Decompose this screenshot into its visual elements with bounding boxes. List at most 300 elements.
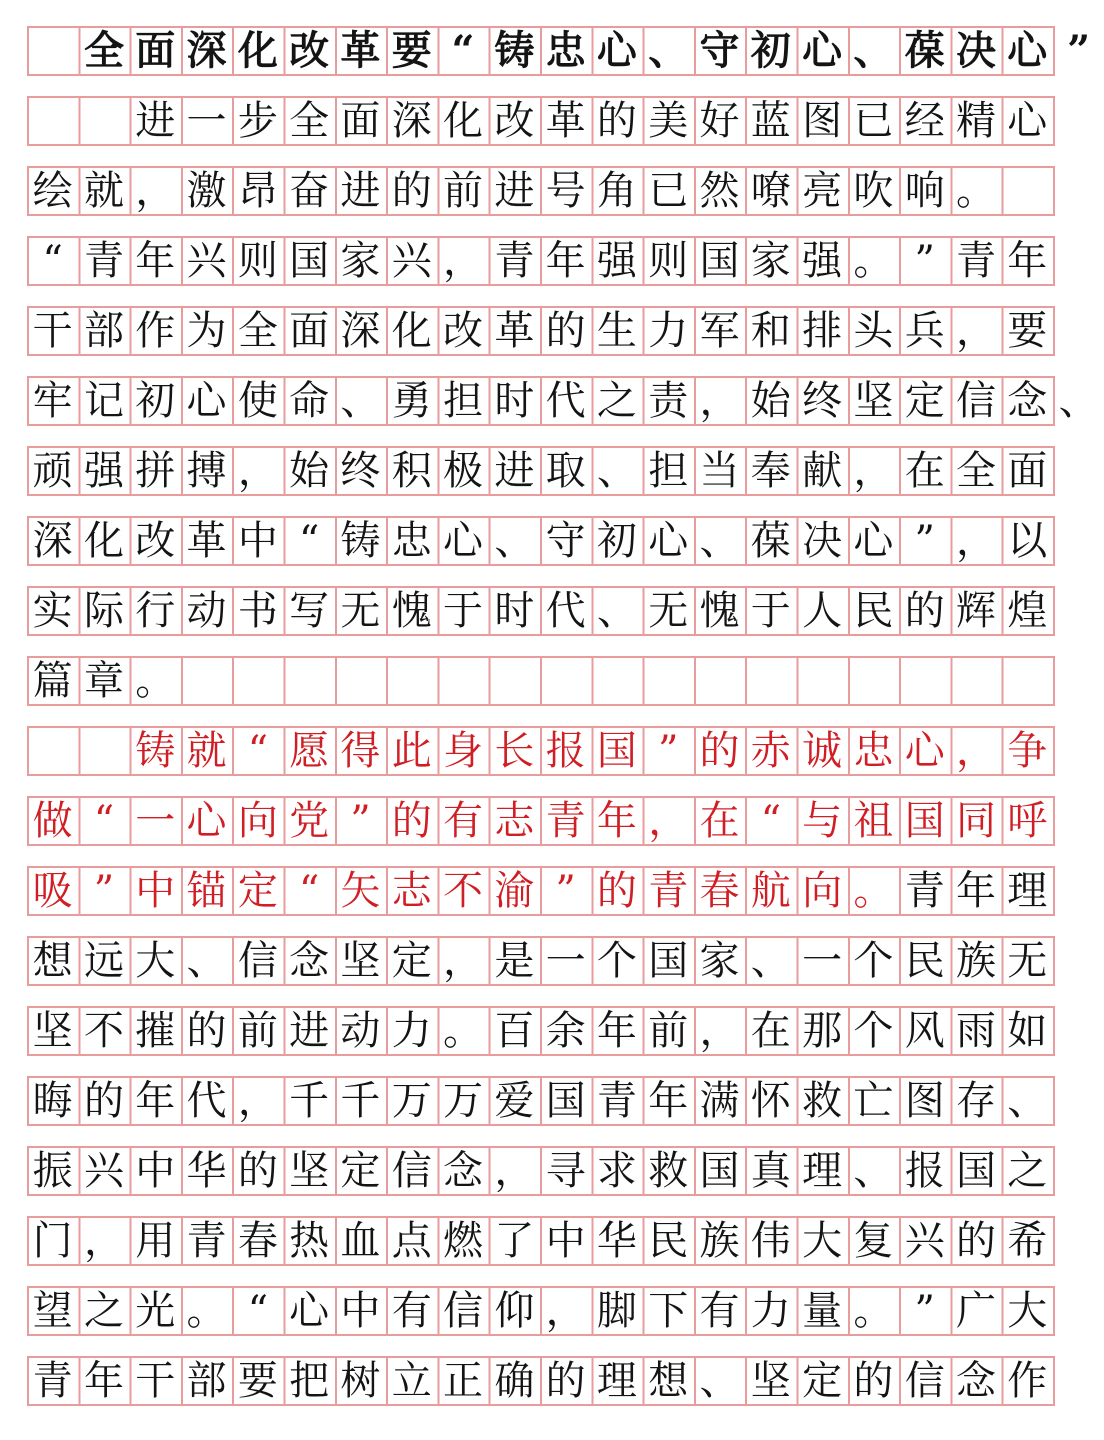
char-cell: 有	[443, 798, 484, 844]
char-cell: 力	[391, 1008, 432, 1054]
char-cell: 号	[545, 168, 586, 214]
char-cell: 坚	[289, 1148, 330, 1194]
char-cell: 全	[289, 98, 330, 144]
char-cell: 理	[802, 1148, 843, 1194]
char-cell: 血	[340, 1218, 381, 1264]
char-cell: 、	[699, 1358, 740, 1404]
char-cell: 当	[699, 448, 740, 494]
char-cell: 把	[289, 1358, 330, 1404]
empty-cell	[27, 728, 78, 774]
char-cell: 动	[186, 588, 227, 634]
empty-cell	[27, 28, 78, 74]
char-cell: ，	[237, 448, 278, 494]
char-cell: 葆	[904, 27, 945, 74]
char-cell: 书	[237, 588, 278, 634]
char-cell: 使	[237, 378, 278, 424]
char-cell: 步	[237, 98, 278, 144]
text-line	[27, 1358, 1053, 1404]
char-cell: 族	[699, 1218, 740, 1264]
char-cell: 愧	[391, 588, 432, 634]
char-cell: 愿	[289, 728, 330, 774]
text-line	[27, 1148, 1053, 1194]
char-cell: 坚	[853, 378, 894, 424]
char-cell: 革	[340, 27, 381, 74]
char-cell: 面	[340, 98, 381, 144]
char-cell: 锚	[186, 868, 227, 914]
char-cell: “	[42, 238, 63, 284]
char-cell: 之	[596, 378, 637, 424]
char-cell: 深	[340, 308, 381, 354]
char-cell: 强	[596, 238, 637, 284]
char-cell: 有	[391, 1288, 432, 1334]
char-cell: 量	[802, 1288, 843, 1334]
char-cell: 就	[186, 728, 227, 774]
char-cell: 余	[545, 1008, 586, 1054]
char-cell: 国	[545, 1078, 586, 1124]
char-cell: 大	[802, 1218, 843, 1264]
char-cell: 求	[596, 1148, 637, 1194]
char-cell: 决	[802, 518, 843, 564]
char-cell: 美	[648, 98, 689, 144]
grid-row	[27, 1356, 1053, 1406]
char-cell: 个	[596, 938, 637, 984]
char-cell: 亮	[802, 168, 843, 214]
char-cell: 强	[802, 238, 843, 284]
char-cell: 的	[391, 798, 432, 844]
char-cell: 有	[699, 1288, 740, 1334]
char-cell: 行	[135, 588, 176, 634]
char-cell: 心	[443, 518, 484, 564]
char-cell: 深	[32, 518, 73, 564]
char-cell: 青	[186, 1218, 227, 1264]
char-cell: 兵	[904, 308, 945, 354]
char-cell: 部	[186, 1358, 227, 1404]
char-cell: 得	[340, 728, 381, 774]
char-cell: 千	[340, 1078, 381, 1124]
char-cell: 广	[955, 1288, 996, 1334]
char-cell: 的	[853, 1358, 894, 1404]
char-cell: 愧	[699, 588, 740, 634]
char-cell: 。	[853, 868, 894, 914]
char-cell: ”	[350, 798, 371, 844]
char-cell: 以	[1007, 518, 1048, 564]
char-cell: 则	[648, 238, 689, 284]
char-cell: 部	[83, 308, 124, 354]
char-cell: 年	[648, 1078, 689, 1124]
char-cell: 之	[83, 1288, 124, 1334]
grid-row	[27, 726, 1053, 776]
char-cell: 报	[545, 728, 586, 774]
char-cell: 改	[289, 27, 330, 74]
char-cell: 那	[802, 1008, 843, 1054]
char-cell: 年	[135, 238, 176, 284]
char-cell: 拼	[135, 448, 176, 494]
char-cell: 奉	[750, 448, 791, 494]
char-cell: 定	[340, 1148, 381, 1194]
char-cell: 。	[853, 1288, 894, 1334]
text-line	[27, 798, 1053, 844]
char-cell: 华	[596, 1218, 637, 1264]
page-title	[27, 27, 1091, 74]
char-cell: 振	[32, 1148, 73, 1194]
char-cell: 在	[699, 798, 740, 844]
char-cell: 进	[494, 168, 535, 214]
char-cell: 的	[699, 728, 740, 774]
char-cell: 的	[904, 588, 945, 634]
grid-row	[27, 936, 1053, 986]
char-cell: 的	[391, 168, 432, 214]
char-cell: 要	[237, 1358, 278, 1404]
char-cell: 力	[750, 1288, 791, 1334]
char-cell: 生	[596, 308, 637, 354]
char-cell: 担	[443, 378, 484, 424]
char-cell: ，	[545, 1288, 586, 1334]
char-cell: 命	[289, 378, 330, 424]
char-cell: 心	[648, 518, 689, 564]
char-cell: 国	[955, 1148, 996, 1194]
char-cell: 家	[699, 938, 740, 984]
char-cell: 热	[289, 1218, 330, 1264]
char-cell: 的	[186, 1008, 227, 1054]
char-cell: 进	[289, 1008, 330, 1054]
char-cell: 定	[802, 1358, 843, 1404]
char-cell: 定	[391, 938, 432, 984]
char-cell: 积	[391, 448, 432, 494]
char-cell: 、	[340, 378, 381, 424]
char-cell: 信	[955, 378, 996, 424]
char-cell: 牢	[32, 378, 73, 424]
char-cell: 信	[443, 1288, 484, 1334]
char-cell: 勇	[391, 378, 432, 424]
char-cell: 国	[596, 728, 637, 774]
char-cell: 嘹	[750, 168, 791, 214]
char-cell: 信	[391, 1148, 432, 1194]
char-cell: 坚	[750, 1358, 791, 1404]
char-cell: 千	[289, 1078, 330, 1124]
char-cell: 念	[443, 1148, 484, 1194]
char-cell: 青	[955, 238, 996, 284]
char-cell: 然	[699, 168, 740, 214]
char-cell: 赤	[750, 728, 791, 774]
char-cell: ，	[494, 1148, 535, 1194]
char-cell: 作	[1007, 1358, 1048, 1404]
char-cell: 家	[340, 238, 381, 284]
char-cell: 。	[853, 238, 894, 284]
char-cell: 角	[596, 168, 637, 214]
char-cell: 要	[391, 27, 432, 74]
char-cell: 年	[1007, 238, 1048, 284]
text-line	[27, 1218, 1053, 1264]
grid-row	[27, 236, 1053, 286]
char-cell: 正	[443, 1358, 484, 1404]
char-cell: 图	[904, 1078, 945, 1124]
char-cell: 如	[1007, 1008, 1048, 1054]
char-cell: 的	[237, 1148, 278, 1194]
char-cell: 心	[186, 798, 227, 844]
char-cell: 终	[802, 378, 843, 424]
title-row	[27, 26, 1091, 76]
char-cell: 年	[955, 868, 996, 914]
char-cell: 民	[853, 588, 894, 634]
grid-row	[27, 1146, 1053, 1196]
char-cell: 家	[750, 238, 791, 284]
text-line	[27, 868, 1053, 914]
char-cell: 寻	[545, 1148, 586, 1194]
char-cell: 代	[186, 1078, 227, 1124]
char-cell: ，	[237, 1078, 278, 1124]
text-line	[27, 658, 1053, 704]
char-cell: 身	[443, 728, 484, 774]
char-cell: 一	[186, 98, 227, 144]
char-cell: 。	[135, 658, 176, 704]
char-cell: 在	[904, 448, 945, 494]
char-cell: 蓝	[750, 98, 791, 144]
grid-row	[27, 516, 1053, 566]
grid-row	[27, 376, 1099, 426]
char-cell: 改	[494, 98, 535, 144]
char-cell: 终	[340, 448, 381, 494]
char-cell: 雨	[955, 1008, 996, 1054]
char-cell: 怀	[750, 1078, 791, 1124]
char-cell: 昂	[237, 168, 278, 214]
char-cell: 极	[443, 448, 484, 494]
char-cell: 、	[186, 938, 227, 984]
char-cell: ，	[699, 378, 740, 424]
char-cell: 好	[699, 98, 740, 144]
char-cell: 坚	[32, 1008, 73, 1054]
char-cell: 年	[596, 1008, 637, 1054]
char-cell: 记	[83, 378, 124, 424]
char-cell: 年	[596, 798, 637, 844]
char-cell: 化	[83, 518, 124, 564]
char-cell: 担	[648, 448, 689, 494]
char-cell: 化	[237, 27, 278, 74]
char-cell: “	[760, 798, 782, 844]
char-cell: “	[298, 518, 320, 564]
char-cell: 做	[32, 798, 73, 844]
char-cell: 点	[391, 1218, 432, 1264]
grid-row	[27, 866, 1053, 916]
char-cell: 忠	[545, 27, 586, 74]
char-cell: 、	[750, 938, 791, 984]
empty-cell	[27, 98, 78, 144]
char-cell: 的	[545, 308, 586, 354]
text-line	[27, 518, 1053, 564]
char-cell: 铸	[340, 518, 381, 564]
char-cell: 风	[904, 1008, 945, 1054]
char-cell: “	[298, 868, 320, 914]
char-cell: 下	[648, 1288, 689, 1334]
char-cell: 青	[596, 1078, 637, 1124]
char-cell: 顽	[32, 448, 73, 494]
text-line	[27, 1288, 1053, 1334]
char-cell: 兴	[186, 238, 227, 284]
text-line	[27, 1008, 1053, 1054]
char-cell: 年	[545, 238, 586, 284]
char-cell: 不	[443, 868, 484, 914]
char-cell: 摧	[135, 1008, 176, 1054]
char-cell: 改	[135, 518, 176, 564]
char-cell: 排	[802, 308, 843, 354]
char-cell: 则	[237, 238, 278, 284]
char-cell: 辉	[955, 588, 996, 634]
char-cell: 远	[83, 938, 124, 984]
char-cell: 理	[596, 1358, 637, 1404]
char-cell: 青	[494, 238, 535, 284]
char-cell: 伟	[750, 1218, 791, 1264]
char-cell: 中	[135, 1148, 176, 1194]
char-cell: 民	[904, 938, 945, 984]
text-line	[27, 938, 1053, 984]
char-cell: 干	[32, 308, 73, 354]
char-cell: 燃	[443, 1218, 484, 1264]
char-cell: 兴	[904, 1218, 945, 1264]
char-cell: 革	[545, 98, 586, 144]
text-line	[27, 98, 1053, 144]
char-cell: 已	[853, 98, 894, 144]
text-line	[27, 238, 1053, 284]
char-cell: 搏	[186, 448, 227, 494]
char-cell: 信	[237, 938, 278, 984]
char-cell: 救	[802, 1078, 843, 1124]
char-cell: 春	[699, 868, 740, 914]
char-cell: 面	[1007, 448, 1048, 494]
char-cell: 代	[545, 378, 586, 424]
char-cell: 、	[1007, 1078, 1048, 1124]
char-cell: “	[247, 728, 269, 774]
text-line	[27, 588, 1053, 634]
char-cell: 。	[443, 1008, 484, 1054]
char-cell: 铸	[135, 728, 176, 774]
char-cell: 祖	[853, 798, 894, 844]
char-cell: 一	[135, 798, 176, 844]
char-cell: 。	[186, 1288, 227, 1334]
char-cell: ”	[1067, 27, 1091, 74]
char-cell: 经	[904, 98, 945, 144]
char-cell: 、	[596, 448, 637, 494]
char-cell: 守	[699, 27, 740, 74]
char-cell: 心	[853, 518, 894, 564]
char-cell: 取	[545, 448, 586, 494]
char-cell: 篇	[32, 658, 73, 704]
char-cell: 大	[135, 938, 176, 984]
char-cell: 力	[648, 308, 689, 354]
char-cell: 干	[135, 1358, 176, 1404]
char-cell: 进	[494, 448, 535, 494]
char-cell: 仰	[494, 1288, 535, 1334]
char-cell: 无	[340, 588, 381, 634]
char-cell: 争	[1007, 728, 1048, 774]
char-cell: 亡	[853, 1078, 894, 1124]
char-cell: 时	[494, 588, 535, 634]
char-cell: 兴	[391, 238, 432, 284]
char-cell: 全	[955, 448, 996, 494]
char-cell: 青	[648, 868, 689, 914]
char-cell: 航	[750, 868, 791, 914]
char-cell: 献	[802, 448, 843, 494]
char-cell: 、	[648, 27, 689, 74]
char-cell: 之	[1007, 1148, 1048, 1194]
char-cell: 党	[289, 798, 330, 844]
char-cell: 深	[391, 98, 432, 144]
char-cell: 真	[750, 1148, 791, 1194]
char-cell: 前	[443, 168, 484, 214]
char-cell: 写	[289, 588, 330, 634]
char-cell: 心	[596, 27, 637, 74]
char-cell: 要	[1007, 308, 1048, 354]
empty-cell	[78, 728, 129, 774]
char-cell: 心	[289, 1288, 330, 1334]
char-cell: 希	[1007, 1218, 1048, 1264]
char-cell: 青	[904, 868, 945, 914]
grid-row	[27, 306, 1053, 356]
char-cell: 前	[237, 1008, 278, 1054]
char-cell: 初	[750, 27, 791, 74]
char-cell: 报	[904, 1148, 945, 1194]
text-line	[27, 308, 1053, 354]
text-line	[27, 1078, 1053, 1124]
char-cell: 心	[802, 27, 843, 74]
char-cell: 国	[289, 238, 330, 284]
char-cell: ”	[555, 868, 576, 914]
char-cell: 爱	[494, 1078, 535, 1124]
char-cell: 确	[494, 1358, 535, 1404]
char-cell: 革	[186, 518, 227, 564]
char-cell: 中	[237, 518, 278, 564]
char-cell: 面	[289, 308, 330, 354]
char-cell: 诚	[802, 728, 843, 774]
char-cell: ，	[443, 938, 484, 984]
char-cell: 呼	[1007, 798, 1048, 844]
char-cell: 青	[83, 238, 124, 284]
char-cell: ，	[83, 1218, 124, 1264]
char-cell: 满	[699, 1078, 740, 1124]
char-cell: 动	[340, 1008, 381, 1054]
char-cell: 定	[904, 378, 945, 424]
char-cell: 一	[802, 938, 843, 984]
char-cell: 头	[853, 308, 894, 354]
char-cell: ，	[699, 1008, 740, 1054]
char-cell: 的	[596, 98, 637, 144]
grid-row	[27, 166, 1053, 216]
char-cell: 初	[135, 378, 176, 424]
char-cell: 理	[1007, 868, 1048, 914]
char-cell: 矢	[340, 868, 381, 914]
text-line	[27, 378, 1099, 424]
char-cell: 、	[853, 27, 894, 74]
char-cell: 中	[545, 1218, 586, 1264]
char-cell: 强	[83, 448, 124, 494]
char-cell: 、	[853, 1148, 894, 1194]
char-cell: 前	[648, 1008, 689, 1054]
char-cell: 百	[494, 1008, 535, 1054]
empty-cell	[78, 98, 129, 144]
char-cell: 了	[494, 1218, 535, 1264]
grid-row	[27, 1216, 1053, 1266]
char-cell: 向	[237, 798, 278, 844]
char-cell: ”	[657, 728, 679, 774]
char-cell: 心	[1007, 98, 1048, 144]
char-cell: 、	[494, 518, 535, 564]
char-cell: 无	[648, 588, 689, 634]
char-cell: 信	[904, 1358, 945, 1404]
char-cell: 心	[904, 728, 945, 774]
char-cell: ，	[955, 518, 996, 564]
char-cell: ，	[443, 238, 484, 284]
char-cell: 此	[391, 728, 432, 774]
char-cell: 、	[596, 588, 637, 634]
char-cell: 在	[750, 1008, 791, 1054]
